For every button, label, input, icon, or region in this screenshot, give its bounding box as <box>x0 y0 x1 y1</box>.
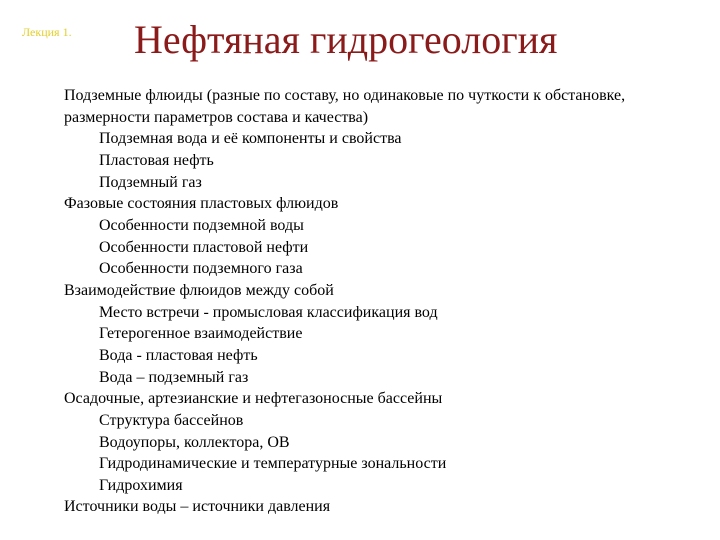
lecture-label: Лекция 1. <box>22 25 72 39</box>
outline-subitem: Гидрохимия <box>99 476 183 494</box>
outline-item: Осадочные, артезианские и нефтегазоносные бассейны <box>64 390 443 408</box>
outline-subitem: Особенности подземной воды <box>99 216 304 234</box>
outline-subitem: Вода – подземный газ <box>99 368 249 386</box>
outline-subitem: Пластовая нефть <box>99 151 214 169</box>
outline-subitem: Особенности пластовой нефти <box>99 238 309 256</box>
outline-subitem: Гетерогенное взаимодействие <box>99 325 303 343</box>
outline-subitem: Подземный газ <box>99 173 202 191</box>
outline-item: Источники воды – источники давления <box>64 498 331 516</box>
outline-item: Фазовые состояния пластовых флюидов <box>64 195 339 213</box>
slide-title: Нефтяная гидрогеология <box>134 17 558 62</box>
outline-subitem: Гидродинамические и температурные зональности <box>99 455 447 473</box>
outline-subitem: Подземная вода и её компоненты и свойства <box>99 130 402 148</box>
outline-subitem: Водоупоры, коллектора, ОВ <box>99 433 290 451</box>
topic-outline <box>64 85 704 518</box>
outline-subitem: Место встречи - промысловая классификация вод <box>99 303 438 321</box>
outline-item: Взаимодействие флюидов между собой <box>64 281 334 299</box>
outline-subitem: Структура бассейнов <box>99 411 244 429</box>
outline-subitem: Особенности подземного газа <box>99 260 303 278</box>
outline-item: Подземные флюиды (разные по составу, но одинаковые по чуткости к обстановке, размерности параметров состава и качества) <box>64 87 626 126</box>
outline-subitem: Вода - пластовая нефть <box>99 346 258 364</box>
